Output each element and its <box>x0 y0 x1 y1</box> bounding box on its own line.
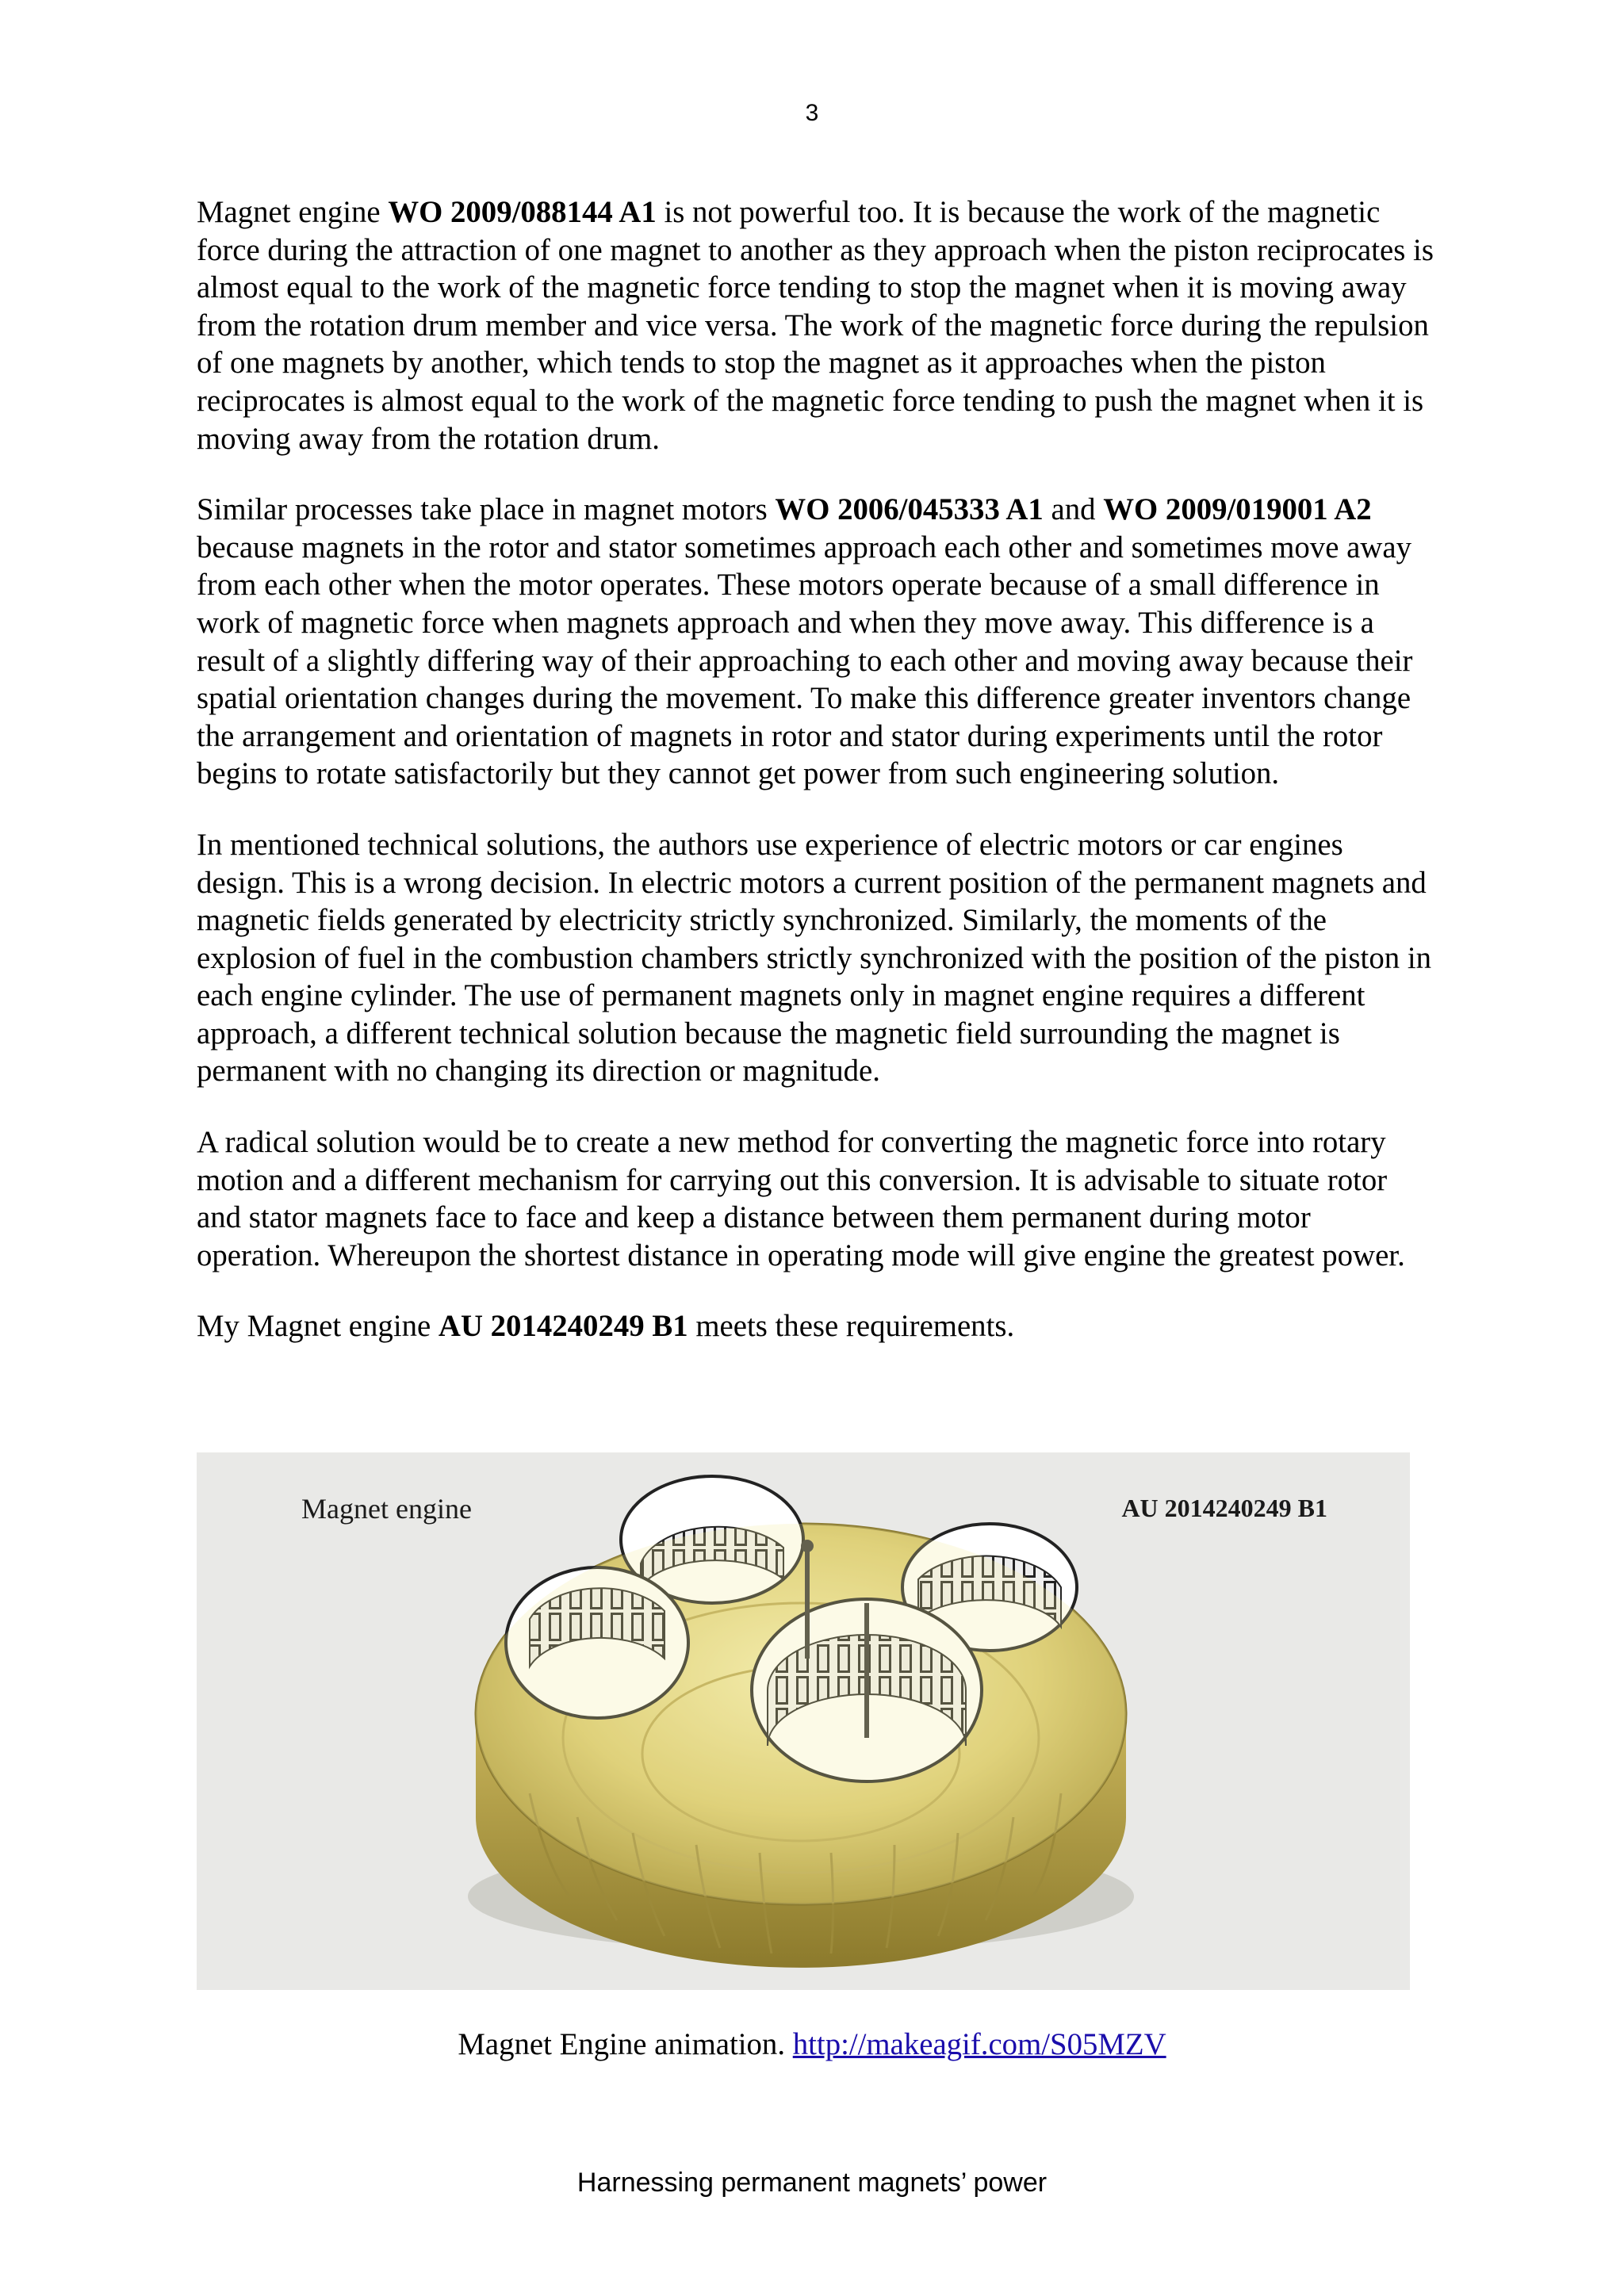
magnet-engine-illustration <box>197 1452 1410 1990</box>
figure-caption: Magnet Engine animation. http://makeagif.com/S05MZV <box>458 2027 1166 2061</box>
page-number: 3 <box>805 100 819 126</box>
paragraph-2: Similar processes take place in magnet motors WO 2006/045333 A1 and WO 2009/019001 A2 because magnets in the rotor and stator sometimes approach each other and sometimes move away from each other when the motor operates. These motors operate because of a small difference in work of magnetic force when magnets approach and when they move away. This difference is a result of a slightly differing way of their approaching to each other and moving away because their spatial orientation changes during the movement. To make this difference greater inventors change the arrangement and orientation of magnets in rotor and stator during experiments until the rotor begins to rotate satisfactorily but they cannot get power from such engineering solution. <box>197 492 1413 791</box>
patent-reference: WO 2006/045333 A1 <box>775 492 1044 527</box>
patent-reference: AU 2014240249 B1 <box>438 1309 688 1344</box>
paragraph-1: Magnet engine WO 2009/088144 A1 is not powerful too. It is because the work of the magnetic force during the attraction of one magnet to another as they approach when the piston reciprocates is almost equal to the work of the magnetic force tending to stop the magnet when it is moving away from the rotation drum member and vice versa. The work of the magnetic force during the repulsion of one magnets by another, which tends to stop the magnet as it approaches when the piston reciprocates is almost equal to the work of the magnetic force tending to push the magnet when it is moving away from the rotation drum. <box>197 195 1434 456</box>
figure-label-right: AU 2014240249 B1 <box>1121 1494 1327 1522</box>
document-body <box>197 193 1435 1379</box>
magnet-engine-figure <box>197 1452 1410 1990</box>
figure-label-left: Magnet engine <box>301 1493 472 1525</box>
page-footer: Harnessing permanent magnets’ power <box>576 2168 1048 2198</box>
paragraph-5: My Magnet engine AU 2014240249 B1 meets these requirements. <box>197 1309 1015 1344</box>
patent-reference: WO 2009/088144 A1 <box>388 195 657 229</box>
paragraph-3: In mentioned technical solutions, the authors use experience of electric motors or car engines design. This is a wrong decision. In electric motors a current position of the permanent magnets and magnetic fields generated by electricity strictly synchronized. Similarly, the moments of the explosion of fuel in the combustion chambers strictly synchronized with the position of the piston in each engine cylinder. The use of permanent magnets only in magnet engine requires a different approach, a different technical solution because the magnetic field surrounding the magnet is permanent with no changing its direction or magnitude. <box>197 827 1432 1089</box>
patent-reference: WO 2009/019001 A2 <box>1103 492 1372 527</box>
paragraph-4: A radical solution would be to create a new method for converting the magnetic force into rotary motion and a different mechanism for carrying out this conversion. It is advisable to situate rotor and stator magnets face to face and keep a distance between them permanent during motor operation. Whereupon the shortest distance in operating mode will give engine the greatest power. <box>197 1125 1405 1272</box>
animation-link[interactable]: http://makeagif.com/S05MZV <box>792 2027 1166 2061</box>
